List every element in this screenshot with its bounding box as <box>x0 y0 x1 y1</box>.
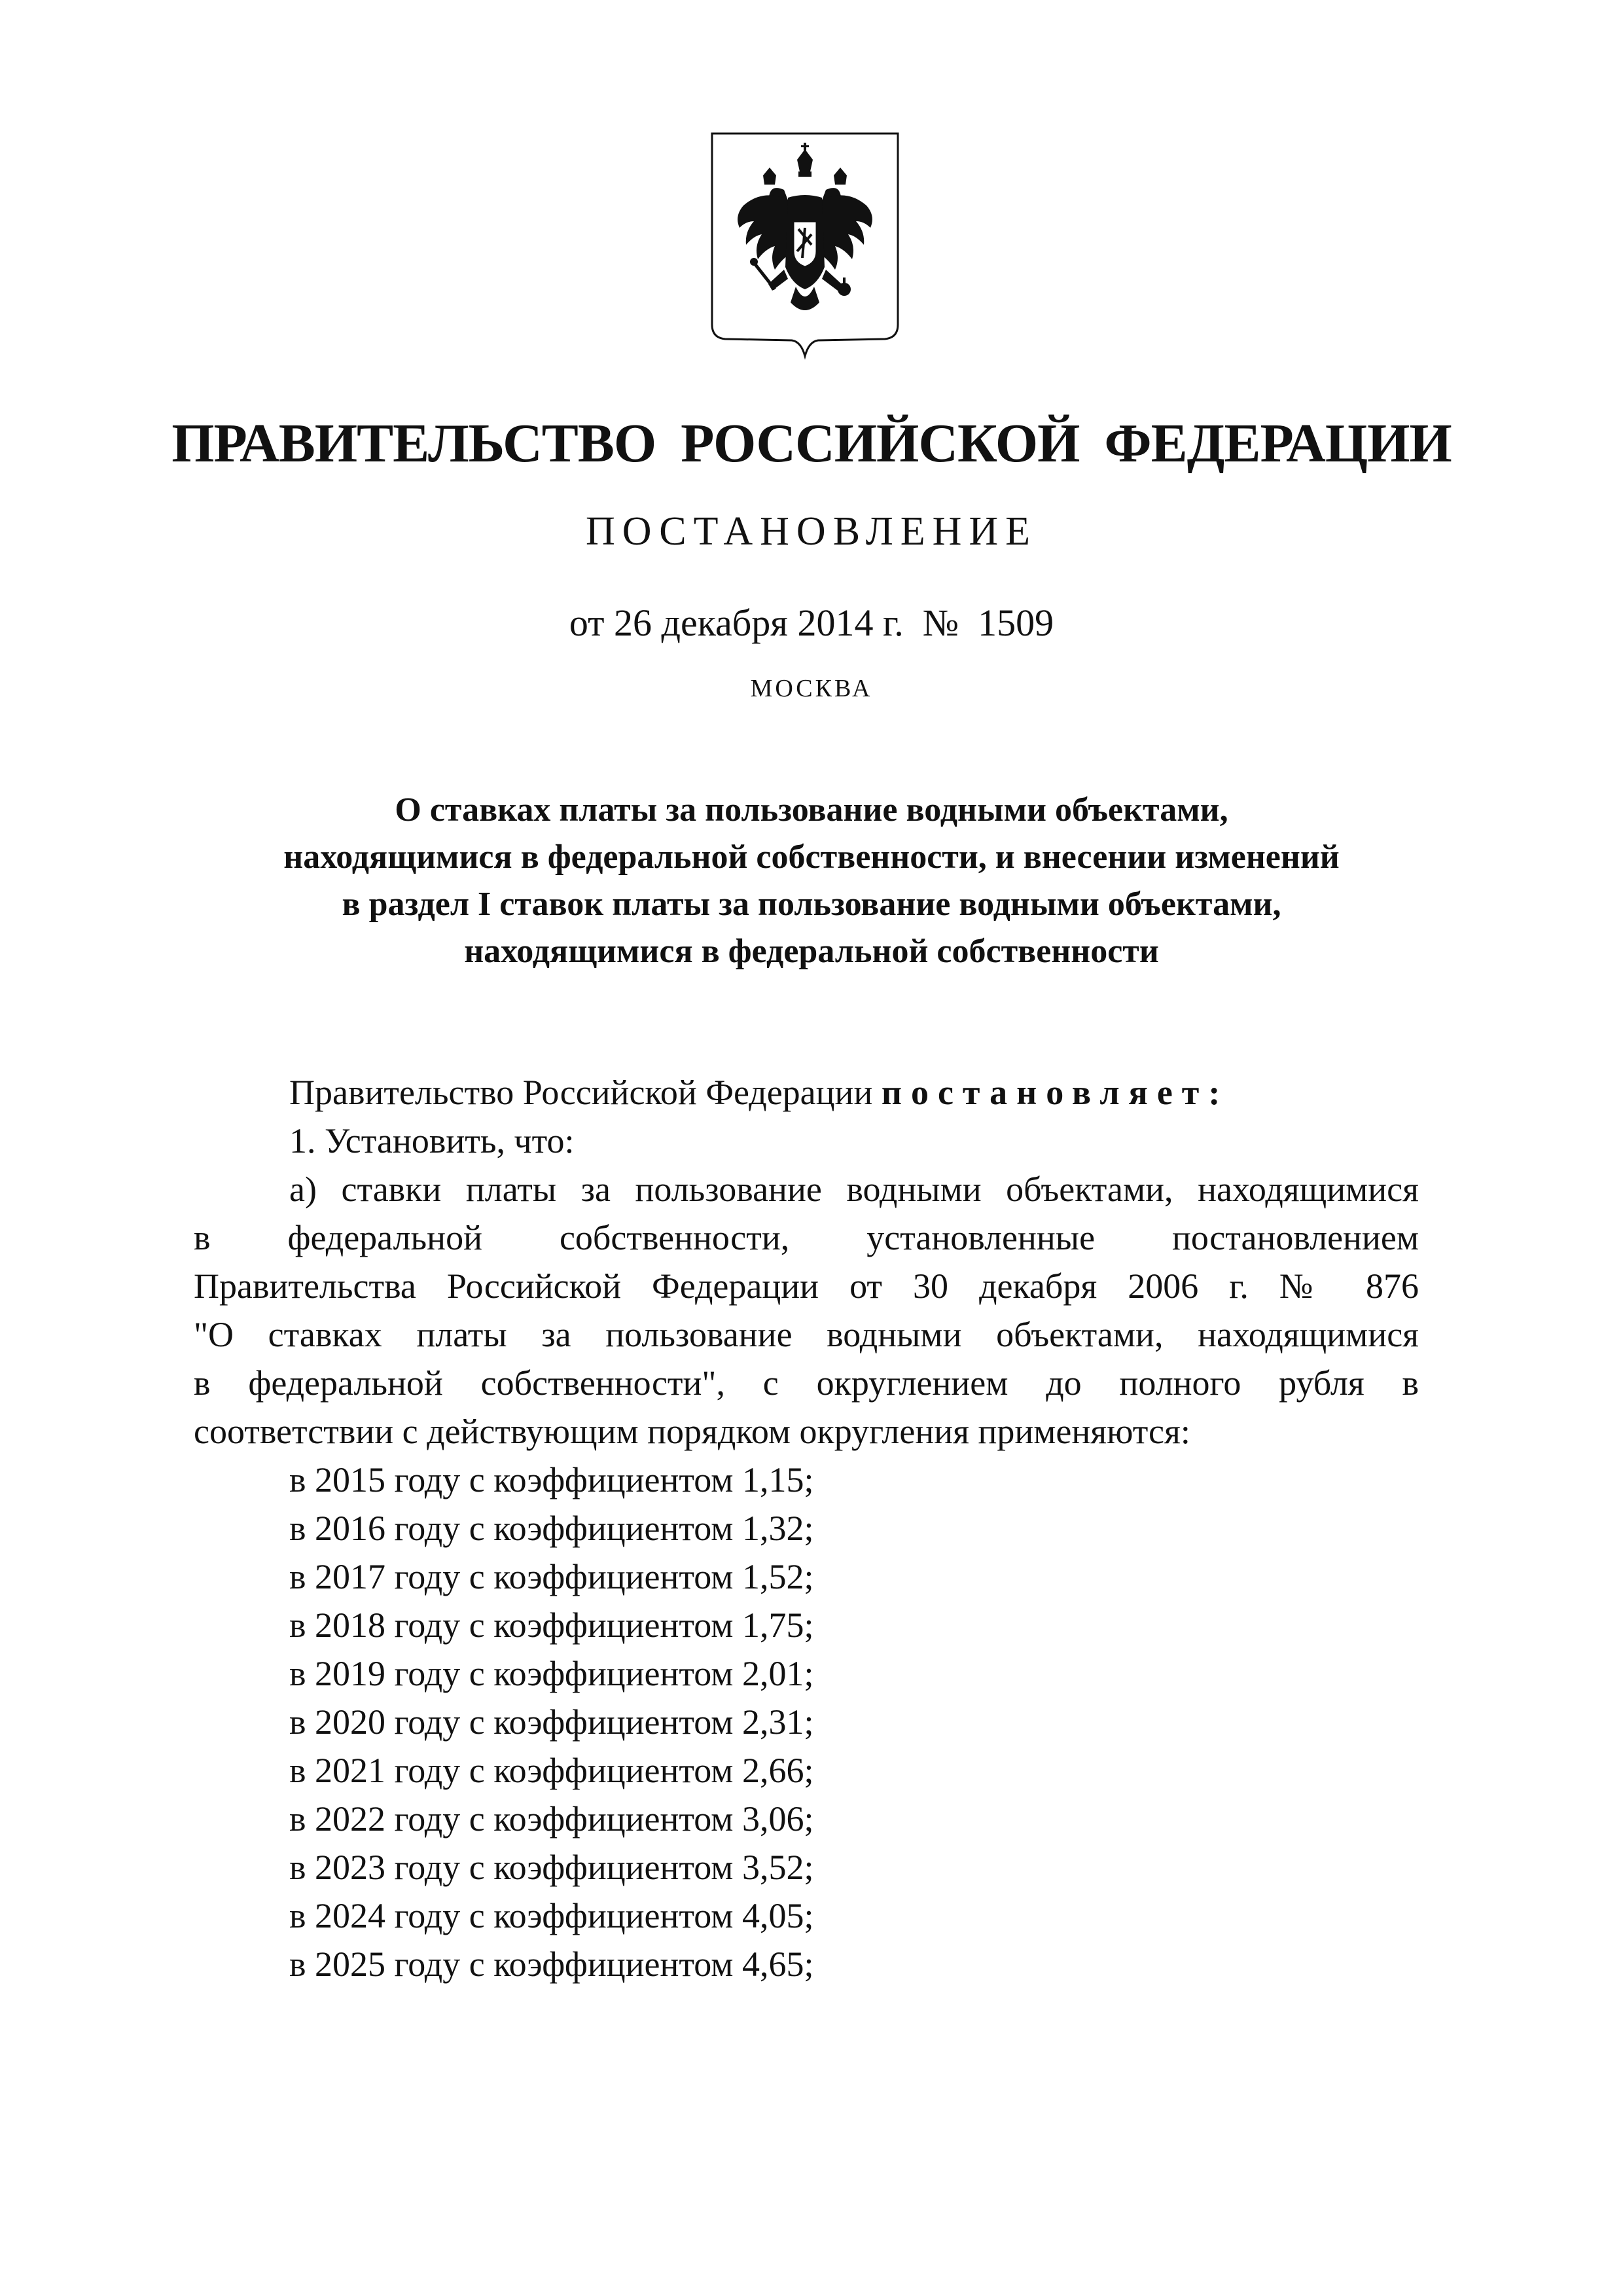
heading-line: находящимися в федеральной собственности <box>464 933 1159 970</box>
subitem-a-line: в федеральной собственности", с округлением до полного рубля в <box>194 1363 1419 1403</box>
document-city: МОСКВА <box>750 675 873 702</box>
coefficient-item: в 2017 году с коэффициентом 1,52; <box>289 1557 814 1596</box>
coefficient-item: в 2024 году с коэффициентом 4,05; <box>289 1896 814 1935</box>
coefficient-item: в 2018 году с коэффициентом 1,75; <box>289 1605 814 1645</box>
document-type: ПОСТАНОВЛЕНИЕ <box>585 509 1038 554</box>
government-title: ПРАВИТЕЛЬСТВО РОССИЙСКОЙ ФЕДЕРАЦИИ <box>171 413 1452 474</box>
preamble-action: постановляет: <box>881 1073 1230 1112</box>
subitem-a-line: в федеральной собственности, установленные постановлением <box>194 1218 1419 1257</box>
document-date-number: от 26 декабря 2014 г. № 1509 <box>569 601 1054 644</box>
item-1: 1. Установить, что: <box>289 1121 575 1160</box>
coefficient-item: в 2025 году с коэффициентом 4,65; <box>289 1945 814 1984</box>
subitem-a-line: соответствии с действующим порядком округления применяются: <box>194 1412 1190 1451</box>
document-body <box>194 1068 1419 1988</box>
document-heading <box>157 787 1466 975</box>
preamble-text: Правительство Российской Федерации <box>289 1073 882 1112</box>
preamble-paragraph <box>194 1068 1419 1117</box>
coefficient-item: в 2015 году с коэффициентом 1,15; <box>289 1460 814 1499</box>
coefficient-item: в 2020 году с коэффициентом 2,31; <box>289 1702 814 1742</box>
heading-line: в раздел I ставок платы за пользование водными объектами, <box>342 886 1281 923</box>
subitem-a-line: а) ставки платы за пользование водными объектами, находящимися <box>289 1170 1419 1209</box>
subitem-a-line: Правительства Российской Федерации от 30 декабря 2006 г. № 876 <box>194 1266 1419 1306</box>
heading-line: находящимися в федеральной собственности, и внесении изменений <box>283 838 1340 876</box>
coefficient-item: в 2019 году с коэффициентом 2,01; <box>289 1654 814 1693</box>
coefficient-item: в 2022 году с коэффициентом 3,06; <box>289 1799 814 1839</box>
heading-line: О ставках платы за пользование водными объектами, <box>395 791 1228 829</box>
coefficient-item: в 2023 году с коэффициентом 3,52; <box>289 1848 814 1887</box>
coefficient-list <box>194 1456 1419 1988</box>
subitem-a-line: "О ставках платы за пользование водными объектами, находящимися <box>194 1315 1419 1354</box>
coat-of-arms-icon <box>707 130 903 360</box>
coefficient-item: в 2016 году с коэффициентом 1,32; <box>289 1509 814 1548</box>
coefficient-item: в 2021 году с коэффициентом 2,66; <box>289 1751 814 1790</box>
